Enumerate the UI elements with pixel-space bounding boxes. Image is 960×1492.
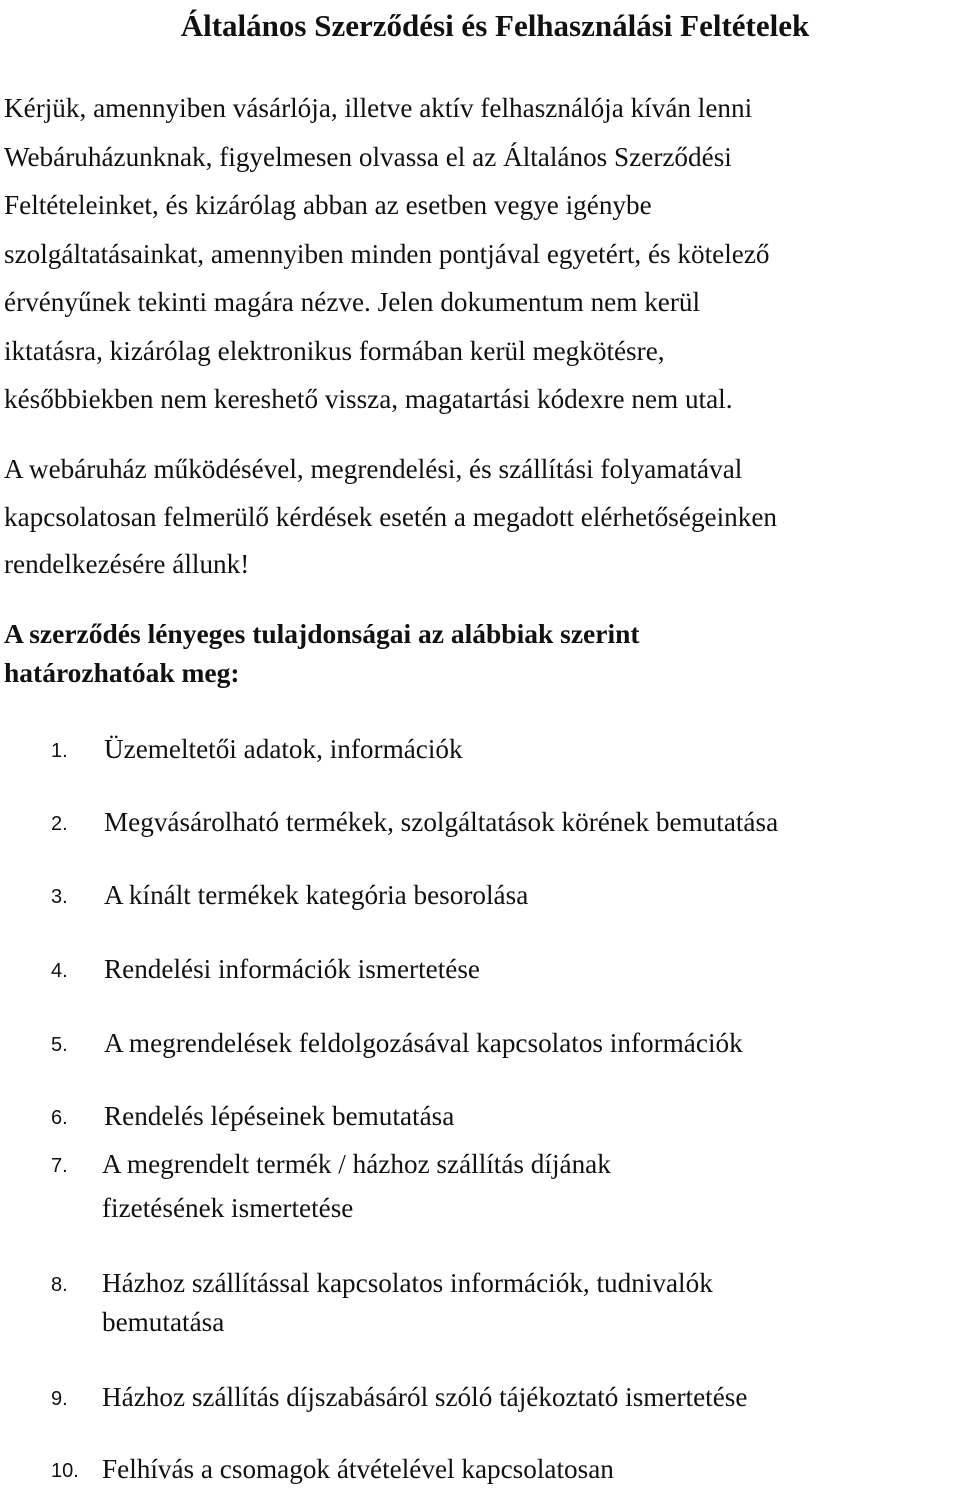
list-item-line: Rendelés lépéseinek bemutatása <box>104 1101 455 1131</box>
paragraph-line: kapcsolatosan felmerülő kérdések esetén a megadott elérhetőségeinken <box>4 501 778 532</box>
list-item-number: 9. <box>51 1388 68 1410</box>
list-item-number: 3. <box>51 886 68 908</box>
list-item-text <box>102 1143 952 1229</box>
paragraph-line: későbbiekben nem kereshető vissza, magatartási kódexre nem utal. <box>4 384 733 414</box>
list-item-line: fizetésének ismertetése <box>102 1193 354 1223</box>
paragraph-line: Feltételeinket, és kizárólag abban az esetben vegye igénybe <box>4 190 652 220</box>
list-item-line: Felhívás a csomagok átvételével kapcsolatosan <box>102 1454 614 1484</box>
list-item-line: Házhoz szállítás díjszabásáról szóló tájékoztató ismertetése <box>102 1382 748 1412</box>
list-item-line: A megrendelések feldolgozásával kapcsolatos információk <box>104 1028 743 1058</box>
list-item-number: 5. <box>51 1034 68 1056</box>
paragraph-line: Kérjük, amennyiben vásárlója, illetve aktív felhasználója kíván lenni <box>4 93 753 123</box>
list-item-number: 1. <box>51 740 68 762</box>
list-item-number: 2. <box>51 813 68 835</box>
list-item-number: 10. <box>51 1460 79 1482</box>
paragraph-line: érvényűnek tekinti magára nézve. Jelen dokumentum nem kerül <box>4 287 701 317</box>
heading-line: határozhatóak meg: <box>4 657 240 688</box>
list-item-line: A kínált termékek kategória besorolása <box>104 880 529 910</box>
list-item-text <box>102 1448 952 1490</box>
paragraph-line: rendelkezésére állunk! <box>4 549 250 579</box>
list-item-text <box>104 1022 954 1064</box>
list-item-line: Házhoz szállítással kapcsolatos információk, tudnivalók <box>102 1268 713 1298</box>
contact-paragraph <box>4 446 960 589</box>
section-heading <box>4 614 640 692</box>
list-item-line: Rendelési információk ismertetése <box>104 954 480 984</box>
list-item-text <box>102 1262 952 1343</box>
list-item-line: Üzemeltetői adatok, információk <box>104 734 463 764</box>
list-item-text <box>104 801 954 843</box>
heading-line: A szerződés lényeges tulajdonságai az alábbiak szerint <box>4 618 640 649</box>
list-item-number: 7. <box>51 1155 68 1177</box>
intro-paragraph <box>4 84 960 424</box>
list-item-text <box>104 728 954 770</box>
list-item-number: 6. <box>51 1107 68 1129</box>
paragraph-line: A webáruház működésével, megrendelési, és szállítási folyamatával <box>4 454 743 484</box>
list-item-text <box>104 874 954 916</box>
list-item-line: bemutatása <box>102 1307 225 1337</box>
list-item-line: A megrendelt termék / házhoz szállítás díjának <box>102 1149 611 1179</box>
list-item-text <box>104 948 954 990</box>
list-item-text <box>104 1095 954 1137</box>
list-item-number: 4. <box>51 960 68 982</box>
paragraph-line: Webáruházunknak, figyelmesen olvassa el az Általános Szerződési <box>4 141 732 172</box>
paragraph-line: szolgáltatásainkat, amennyiben minden pontjával egyetért, és kötelező <box>4 238 770 269</box>
list-item-text <box>102 1376 952 1418</box>
list-item-number: 8. <box>51 1274 68 1296</box>
paragraph-line: iktatásra, kizárólag elektronikus formában kerül megkötésre, <box>4 335 665 366</box>
document-title: Általános Szerződési és Felhasználási Feltételek <box>180 8 810 43</box>
list-item-line: Megvásárolható termékek, szolgáltatások körének bemutatása <box>104 807 779 837</box>
